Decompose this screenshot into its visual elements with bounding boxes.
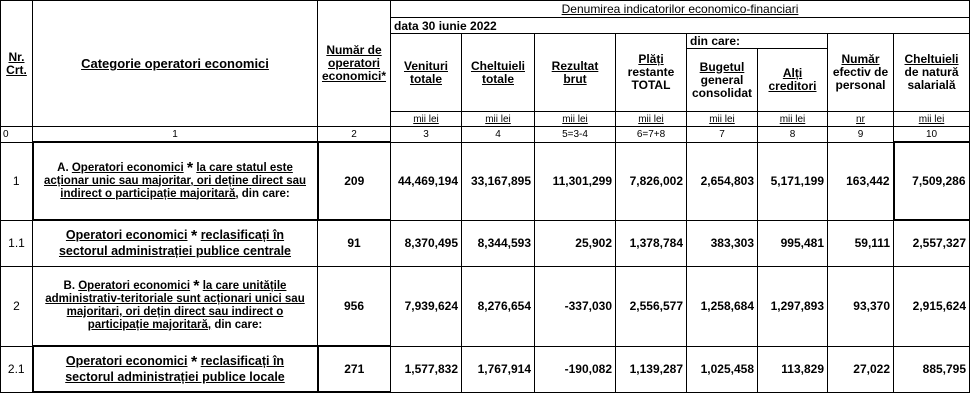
cell-salariala: 2,557,327 [894, 220, 970, 266]
row-number: 1 [1, 142, 33, 220]
cell-cheltuieli: 1,767,914 [462, 346, 535, 392]
row-description: B. Operatori economici * la care unitățile administrativ-teritoriale sunt acționari unici sau majoritari, ori dețin direct sau indirect o participație majoritară, din care: [33, 266, 318, 346]
index-cell: 0 [1, 127, 33, 143]
row-description: Operatori economici * reclasificați în sectorul administrației publice centrale [33, 220, 318, 266]
row-number: 2 [1, 266, 33, 346]
cell-rezultat: -190,082 [535, 346, 616, 392]
cell-operatori: 209 [318, 142, 391, 220]
header-bugetul: Bugetul general consolidat [687, 49, 758, 112]
cell-venituri: 44,469,194 [391, 142, 462, 220]
unit-venituri: mii lei [391, 112, 462, 127]
header-date: data 30 iunie 2022 [391, 18, 970, 34]
cell-operatori: 91 [318, 220, 391, 266]
cell-bugetul: 1,025,458 [687, 346, 758, 392]
cell-venituri: 8,370,495 [391, 220, 462, 266]
cell-salariala: 885,795 [894, 346, 970, 392]
cell-bugetul: 2,654,803 [687, 142, 758, 220]
cell-salariala: 2,915,624 [894, 266, 970, 346]
cell-personal: 163,442 [828, 142, 894, 220]
cell-cheltuieli: 8,344,593 [462, 220, 535, 266]
header-din-care: din care: [687, 34, 828, 49]
cell-personal: 59,111 [828, 220, 894, 266]
row-description: Operatori economici * reclasificați în sectorul administrației publice locale [33, 346, 318, 392]
cell-plati: 7,826,002 [616, 142, 687, 220]
header-cheltuieli-salariala: Cheltuieli de natură salarială [894, 34, 970, 112]
header-rezultat: Rezultat brut [535, 34, 616, 112]
cell-operatori: 271 [318, 346, 391, 392]
unit-plati: mii lei [616, 112, 687, 127]
header-alti-creditori: Alți creditori [758, 49, 828, 112]
index-cell: 7 [687, 127, 758, 143]
table-row [1, 346, 970, 392]
header-venituri: Venituri totale [391, 34, 462, 112]
index-cell: 5=3-4 [535, 127, 616, 143]
index-cell: 9 [828, 127, 894, 143]
row-number: 1.1 [1, 220, 33, 266]
unit-cheltuieli: mii lei [462, 112, 535, 127]
unit-personal: nr [828, 112, 894, 127]
cell-plati: 2,556,577 [616, 266, 687, 346]
table-row [1, 142, 970, 220]
cell-cheltuieli: 33,167,895 [462, 142, 535, 220]
unit-alti: mii lei [758, 112, 828, 127]
header-plati: Plăți restante TOTAL [616, 34, 687, 112]
unit-salariala: mii lei [894, 112, 970, 127]
header-nr-crt: Nr. Crt. [1, 1, 33, 127]
cell-salariala: 7,509,286 [894, 142, 970, 220]
header-categorie: Categorie operatori economici [33, 1, 318, 127]
cell-personal: 27,022 [828, 346, 894, 392]
cell-rezultat: -337,030 [535, 266, 616, 346]
header-numar-operatori: Număr de operatori economici* [318, 1, 391, 127]
index-cell: 2 [318, 127, 391, 143]
cell-venituri: 7,939,624 [391, 266, 462, 346]
index-cell: 3 [391, 127, 462, 143]
row-description: A. Operatori economici * la care statul este acționar unic sau majoritar, ori deține direct sau indirect o participație majoritară, din care: [33, 142, 318, 220]
cell-plati: 1,139,287 [616, 346, 687, 392]
cell-alti: 995,481 [758, 220, 828, 266]
index-cell: 10 [894, 127, 970, 143]
cell-rezultat: 25,902 [535, 220, 616, 266]
cell-bugetul: 383,303 [687, 220, 758, 266]
cell-alti: 1,297,893 [758, 266, 828, 346]
index-cell: 4 [462, 127, 535, 143]
cell-bugetul: 1,258,684 [687, 266, 758, 346]
index-cell: 1 [33, 127, 318, 143]
header-numar-efectiv: Număr efectiv de personal [828, 34, 894, 112]
cell-alti: 113,829 [758, 346, 828, 392]
table-row [1, 220, 970, 266]
table-row [1, 266, 970, 346]
cell-cheltuieli: 8,276,654 [462, 266, 535, 346]
row-number: 2.1 [1, 346, 33, 392]
unit-bugetul: mii lei [687, 112, 758, 127]
cell-personal: 93,370 [828, 266, 894, 346]
header-title: Denumirea indicatorilor economico-financiari [391, 1, 970, 18]
index-cell: 8 [758, 127, 828, 143]
cell-rezultat: 11,301,299 [535, 142, 616, 220]
cell-venituri: 1,577,832 [391, 346, 462, 392]
cell-operatori: 956 [318, 266, 391, 346]
unit-rezultat: mii lei [535, 112, 616, 127]
header-cheltuieli: Cheltuieli totale [462, 34, 535, 112]
index-cell: 6=7+8 [616, 127, 687, 143]
cell-alti: 5,171,199 [758, 142, 828, 220]
cell-plati: 1,378,784 [616, 220, 687, 266]
